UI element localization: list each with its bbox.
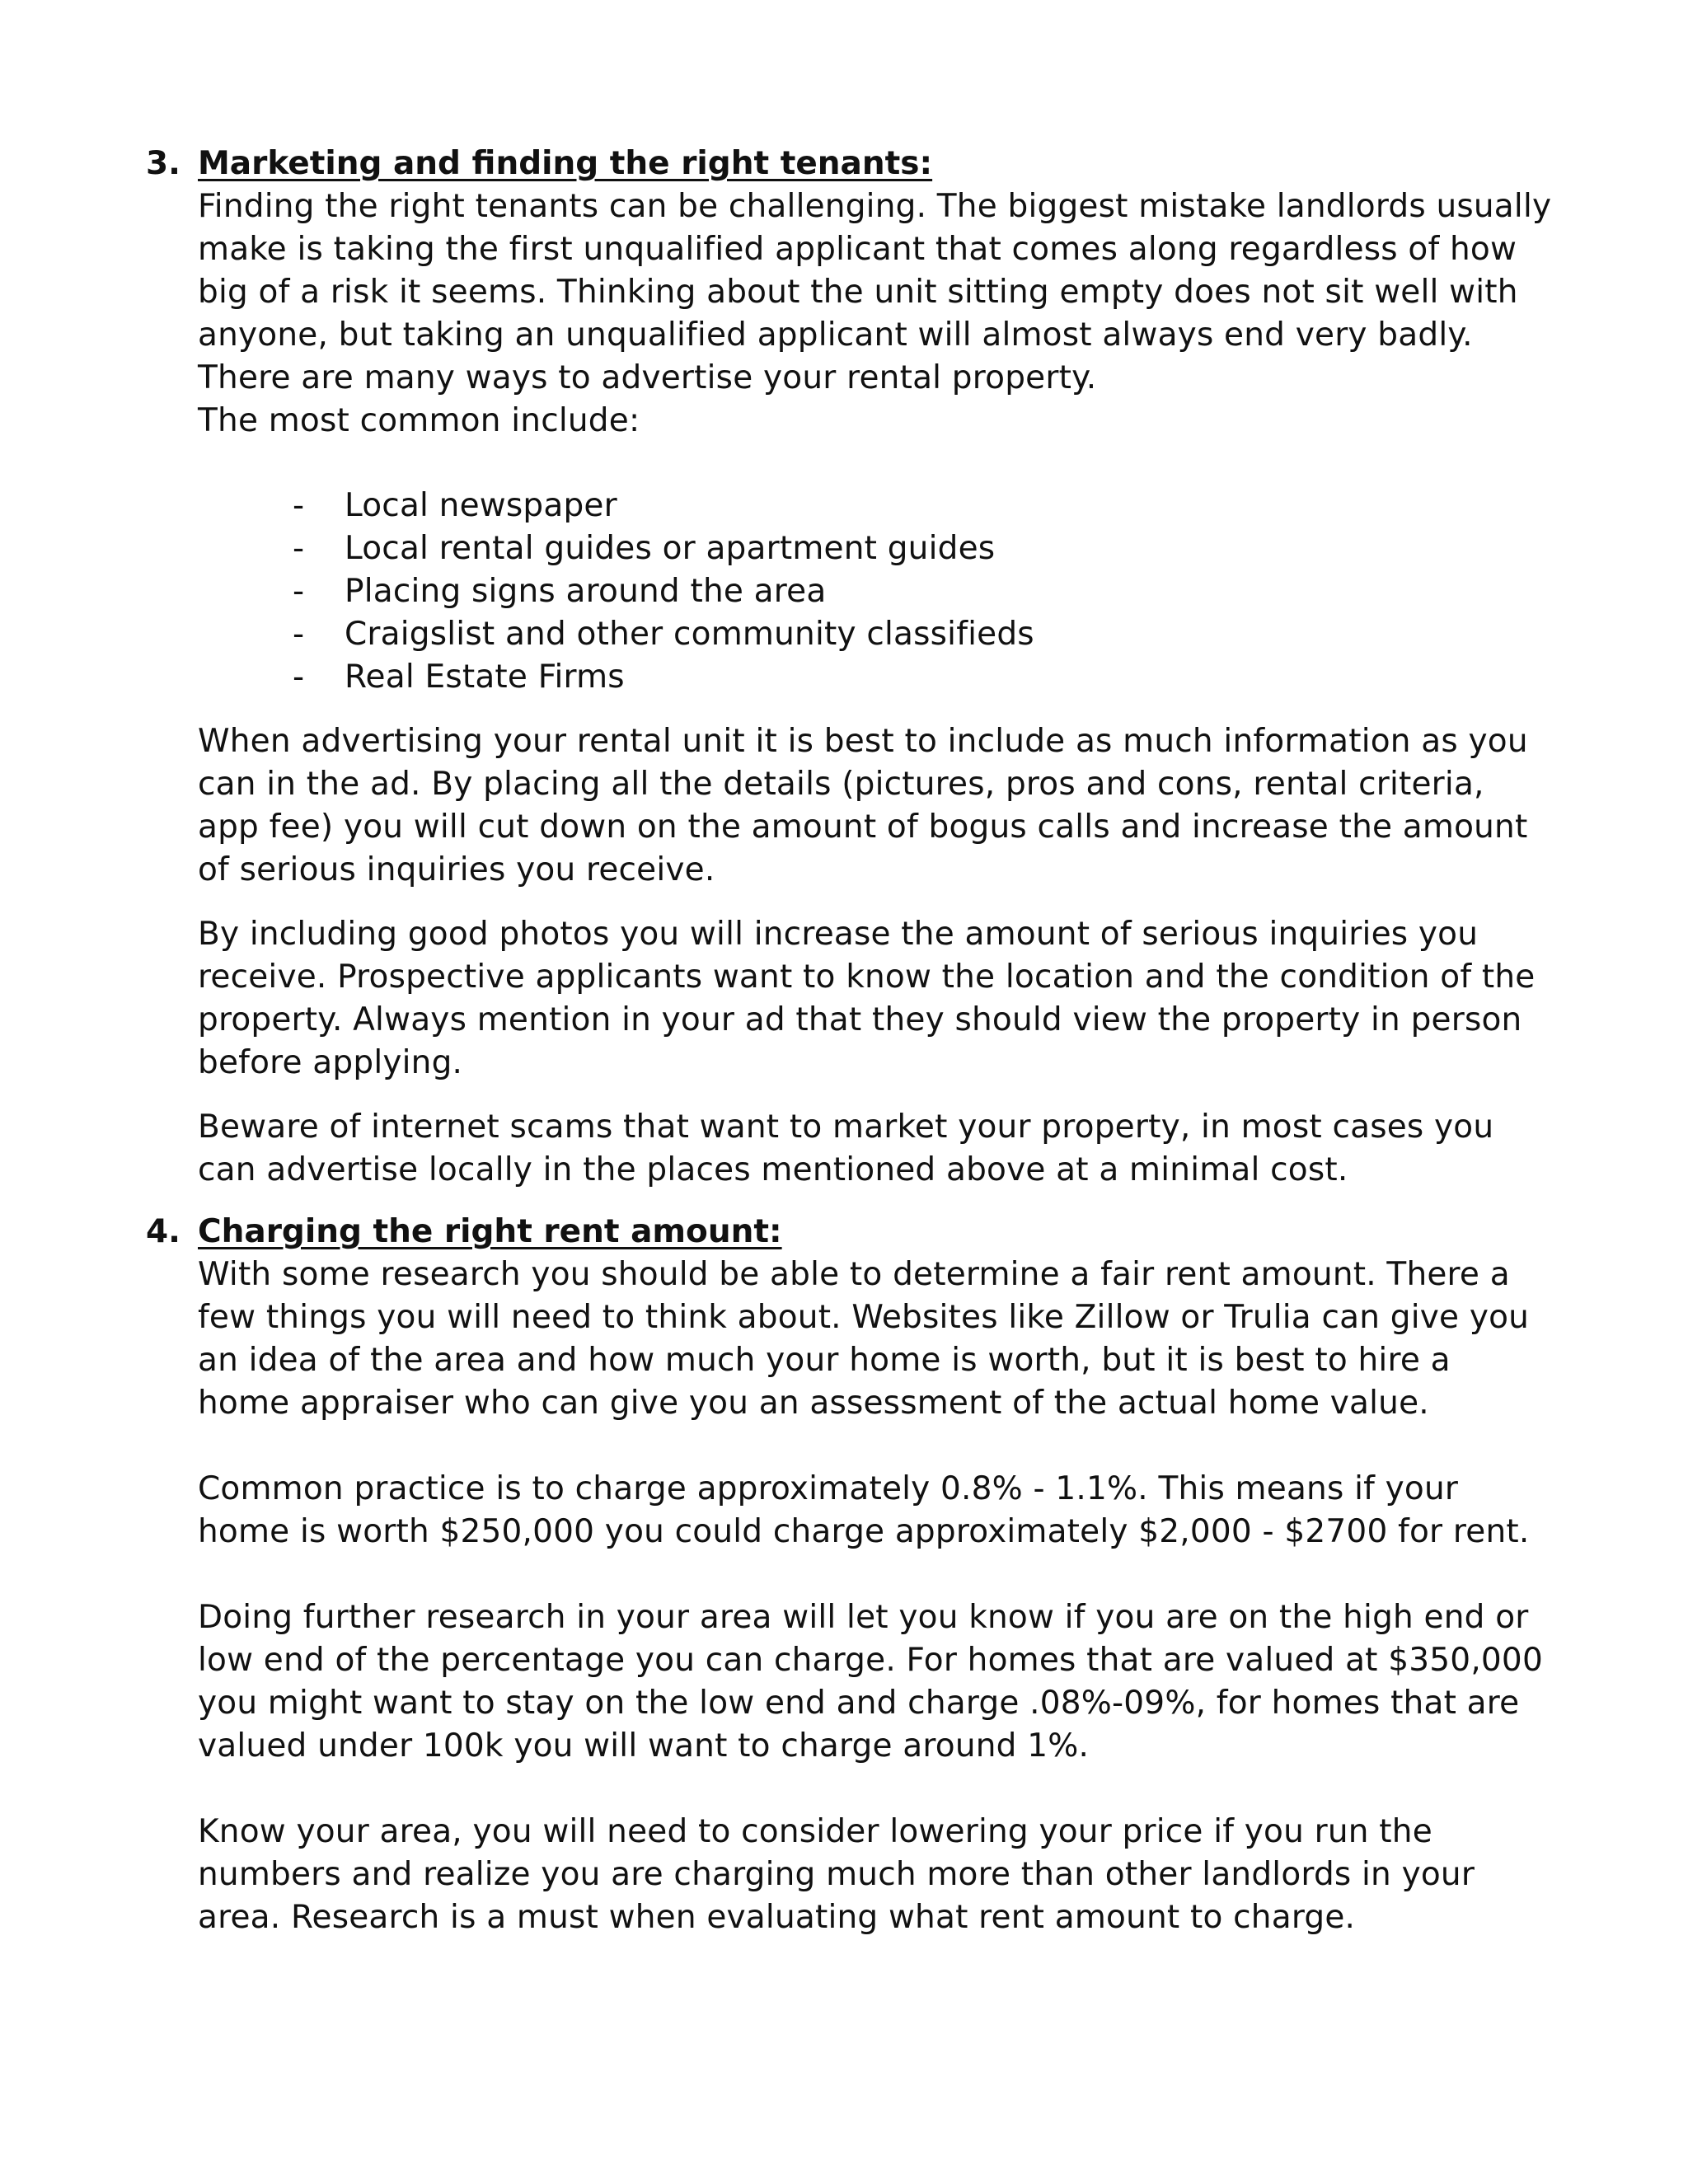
section-number: 3. [146,145,181,182]
list-item-text: Local rental guides or apartment guides [345,530,996,567]
bullet-dash: - [293,487,305,524]
text-line: By including good photos you will increase the amount of serious inquiries you [198,916,1479,953]
text-line: Finding the right tenants can be challenging. The biggest mistake landlords usually [198,188,1552,225]
section-marketing [146,143,1580,1192]
practice-paragraph [198,1468,1580,1554]
list-item [293,570,1580,613]
section-rent-amount [146,1211,1580,1939]
text-line: an idea of the area and how much your home is worth, but it is best to hire a [198,1342,1451,1379]
list-item [293,613,1580,656]
text-line: anyone, but taking an unqualified applicant will almost always end very badly. [198,316,1473,354]
text-line: Common practice is to charge approximately 0.8% - 1.1%. This means if your [198,1470,1459,1507]
text-line: receive. Prospective applicants want to know the location and the condition of the [198,958,1536,996]
advertising-paragraph [198,720,1580,892]
list-item-text: Real Estate Firms [345,658,625,696]
section-heading [146,1211,1580,1254]
bullet-dash: - [293,658,305,696]
list-item [293,485,1580,527]
bullet-dash: - [293,616,305,653]
section-title: Charging the right rent amount: [198,1213,782,1250]
text-line: app fee) you will cut down on the amount of bogus calls and increase the amount [198,808,1528,846]
text-line: numbers and realize you are charging much more than other landlords in your [198,1856,1475,1893]
text-line: home appraiser who can give you an assessment of the actual home value. [198,1385,1429,1422]
list-item [293,527,1580,570]
list-item-text: Local newspaper [345,487,617,524]
list-item [293,656,1580,699]
section-number: 4. [146,1213,181,1250]
bullet-dash: - [293,573,305,610]
know-area-paragraph [198,1811,1580,1939]
text-line: of serious inquiries you receive. [198,851,715,888]
text-line: When advertising your rental unit it is best to include as much information as you [198,723,1528,760]
text-line: valued under 100k you will want to charge around 1%. [198,1727,1090,1765]
intro-paragraph [198,185,1580,443]
text-line: can in the ad. By placing all the details (pictures, pros and cons, rental criteria, [198,766,1484,803]
section-body [198,185,1580,1192]
section-heading [146,143,1580,185]
text-line: Know your area, you will need to consider lowering your price if you run the [198,1813,1432,1850]
bullet-dash: - [293,530,305,567]
text-line: property. Always mention in your ad that they should view the property in person [198,1001,1522,1038]
list-item-text: Placing signs around the area [345,573,827,610]
section-title: Marketing and finding the right tenants: [198,145,933,182]
advertising-channels-list [198,485,1580,699]
further-research-paragraph [198,1596,1580,1768]
text-line: With some research you should be able to determine a fair rent amount. There a [198,1256,1510,1293]
text-line: before applying. [198,1044,463,1081]
section-body [198,1254,1580,1939]
text-line: few things you will need to think about. Websites like Zillow or Trulia can give you [198,1299,1530,1336]
scams-paragraph [198,1106,1580,1192]
text-line: big of a risk it seems. Thinking about the unit sitting empty does not sit well with [198,274,1518,311]
photos-paragraph [198,913,1580,1085]
text-line: can advertise locally in the places mentioned above at a minimal cost. [198,1151,1348,1188]
text-line: Doing further research in your area will let you know if you are on the high end or [198,1599,1529,1636]
text-line: low end of the percentage you can charge. For homes that are valued at $350,000 [198,1642,1543,1679]
list-item-text: Craigslist and other community classifieds [345,616,1034,653]
text-line: home is worth $250,000 you could charge approximately $2,000 - $2700 for rent. [198,1513,1530,1550]
text-line: area. Research is a must when evaluating what rent amount to charge. [198,1899,1356,1936]
research-paragraph [198,1254,1580,1425]
text-line: There are many ways to advertise your rental property. [198,359,1097,396]
text-line: The most common include: [198,402,640,439]
text-line: make is taking the first unqualified applicant that comes along regardless of how [198,231,1517,268]
text-line: you might want to stay on the low end and charge .08%-09%, for homes that are [198,1685,1520,1722]
text-line: Beware of internet scams that want to market your property, in most cases you [198,1108,1494,1146]
